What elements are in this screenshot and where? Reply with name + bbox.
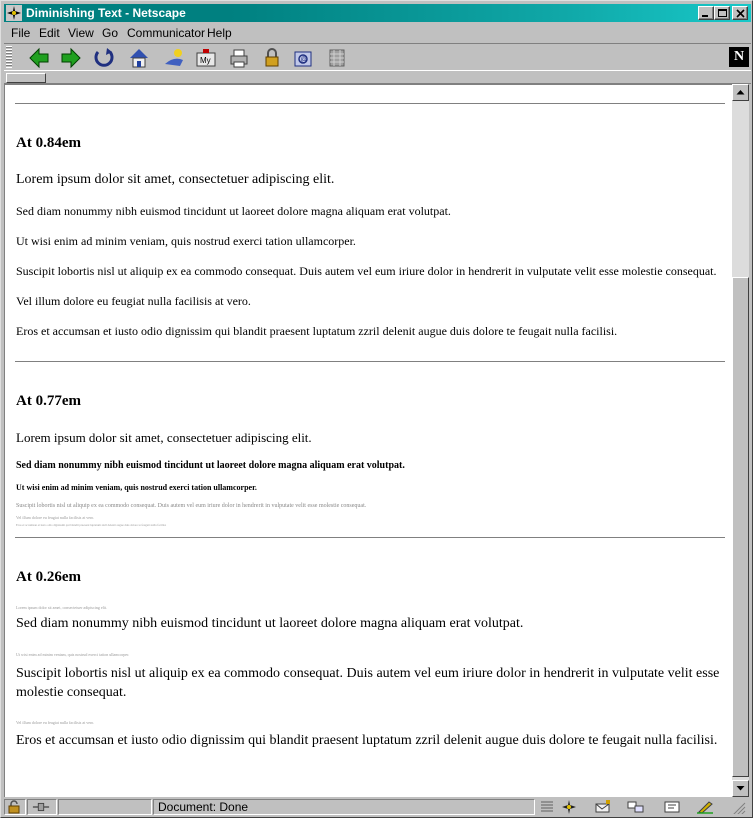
shop-icon[interactable] — [291, 46, 315, 70]
toolbar-grip[interactable] — [6, 46, 12, 68]
scroll-thumb[interactable] — [732, 277, 749, 777]
print-icon[interactable] — [227, 46, 251, 70]
window-title: Diminishing Text - Netscape — [26, 6, 186, 20]
horizontal-rule — [15, 537, 725, 539]
component-bar-grip-icon[interactable] — [539, 800, 557, 814]
address-book-icon[interactable] — [663, 800, 681, 814]
section-heading: At 0.77em — [16, 393, 81, 409]
security-status-panel[interactable] — [4, 799, 26, 815]
back-icon[interactable] — [27, 46, 51, 70]
discussion-groups-icon[interactable] — [627, 800, 645, 814]
horizontal-rule — [15, 103, 725, 105]
section-heading: At 0.84em — [16, 135, 81, 151]
netscape-app-icon[interactable] — [6, 5, 22, 21]
stop-icon[interactable] — [325, 46, 349, 70]
status-text: Document: Done — [158, 800, 249, 814]
lock-icon — [6, 800, 24, 814]
paragraph: Suscipit lobortis nisl ut aliquip ex ea commodo consequat. Duis autem vel eum iriure dolor in hendrerit in vulputate velit esse molestie consequat. — [16, 503, 367, 509]
maximize-button[interactable] — [714, 6, 730, 20]
home-icon[interactable] — [127, 46, 151, 70]
vertical-scrollbar[interactable] — [732, 84, 749, 797]
mailbox-icon[interactable] — [594, 800, 612, 814]
scroll-up-button[interactable] — [732, 84, 749, 101]
plug-icon — [32, 800, 50, 814]
menu-view[interactable]: View — [68, 26, 94, 40]
expand-location-bar-tab[interactable] — [6, 73, 46, 83]
composer-icon[interactable] — [696, 800, 714, 814]
paragraph: Suscipit lobortis nisl ut aliquip ex ea commodo consequat. Duis autem vel eum iriure dolor in hendrerit in vulputate velit esse molestie consequat. — [16, 264, 717, 278]
navigation-toolbar — [4, 43, 751, 71]
resize-grip-icon[interactable] — [730, 800, 746, 814]
paragraph: Sed diam nonummy nibh euismod tincidunt ut laoreet dolore magna aliquam erat volutpat. — [16, 204, 451, 218]
paragraph: Lorem ipsum dolor sit amet, consectetuer adipiscing elit. — [16, 172, 335, 187]
arrow-down-icon — [733, 781, 748, 796]
page-content — [4, 84, 732, 797]
menu-edit[interactable]: Edit — [39, 26, 60, 40]
netscape-logo[interactable]: N — [729, 47, 749, 67]
menu-help[interactable]: Help — [207, 26, 232, 40]
connection-status-panel — [27, 799, 57, 815]
menu-bar — [4, 23, 751, 42]
my-netscape-icon[interactable] — [194, 46, 218, 70]
forward-icon[interactable] — [59, 46, 83, 70]
section-heading: At 0.26em — [16, 569, 81, 585]
menu-go[interactable]: Go — [102, 26, 119, 40]
minimize-button[interactable] — [698, 6, 714, 20]
paragraph: Vel illum dolore eu feugiat nulla facilisis at vero. — [16, 294, 251, 308]
close-icon — [736, 9, 745, 18]
navigator-icon[interactable] — [560, 800, 578, 814]
reload-icon[interactable] — [92, 46, 116, 70]
scroll-down-button[interactable] — [732, 780, 749, 797]
location-toolbar-collapsed — [4, 71, 751, 84]
arrow-up-icon — [733, 85, 748, 100]
search-icon[interactable] — [162, 46, 186, 70]
close-button[interactable] — [732, 6, 748, 20]
paragraph: Lorem ipsum dolor sit amet, consectetuer adipiscing elit. — [16, 430, 312, 445]
svg-text:@: @ — [300, 56, 308, 64]
paragraph: Eros et accumsan et iusto odio dignissim qui blandit praesent luptatum zzril delenit augue duis dolore te feugait nulla facilisi. — [16, 523, 167, 527]
maximize-icon — [718, 9, 727, 18]
menu-communicator[interactable]: Communicator — [127, 26, 206, 40]
paragraph: Eros et accumsan et iusto odio dignissim qui blandit praesent luptatum zzril delenit augue duis dolore te feugait nulla facilisi. — [16, 324, 618, 338]
paragraph: Suscipit lobortis nisl ut aliquip ex ea commodo consequat. Duis autem vel eum iriure dolor in hendrerit in vulputate velit esse molestie consequat. — [16, 666, 720, 700]
paragraph: Vel illum dolore eu feugiat nulla facilisis at vero. — [16, 720, 95, 725]
paragraph: Ut wisi enim ad minim veniam, quis nostrud exerci tation ullamcorper. — [16, 652, 130, 657]
paragraph: Ut wisi enim ad minim veniam, quis nostrud exerci tation ullamcorper. — [16, 234, 356, 248]
progress-panel — [58, 799, 152, 815]
paragraph: Ut wisi enim ad minim veniam, quis nostrud exerci tation ullamcorper. — [16, 483, 257, 492]
svg-text:My: My — [200, 56, 211, 65]
paragraph: Lorem ipsum dolor sit amet, consectetuer adipiscing elit. — [16, 605, 107, 610]
horizontal-rule — [15, 361, 725, 363]
status-text-panel — [153, 799, 535, 815]
paragraph: Sed diam nonummy nibh euismod tincidunt ut laoreet dolore magna aliquam erat volutpat. — [16, 616, 524, 631]
paragraph: Sed diam nonummy nibh euismod tincidunt ut laoreet dolore magna aliquam erat volutpat. — [16, 460, 405, 471]
menu-file[interactable]: File — [11, 26, 31, 40]
minimize-icon — [702, 9, 710, 17]
paragraph: Eros et accumsan et iusto odio dignissim qui blandit praesent luptatum zzril delenit augue duis dolore te feugait nulla facilisi. — [16, 733, 718, 748]
title-bar[interactable] — [4, 4, 751, 22]
paragraph: Vel illum dolore eu feugiat nulla facilisis at vero. — [16, 515, 95, 520]
status-bar — [4, 798, 751, 816]
security-icon[interactable] — [260, 46, 284, 70]
